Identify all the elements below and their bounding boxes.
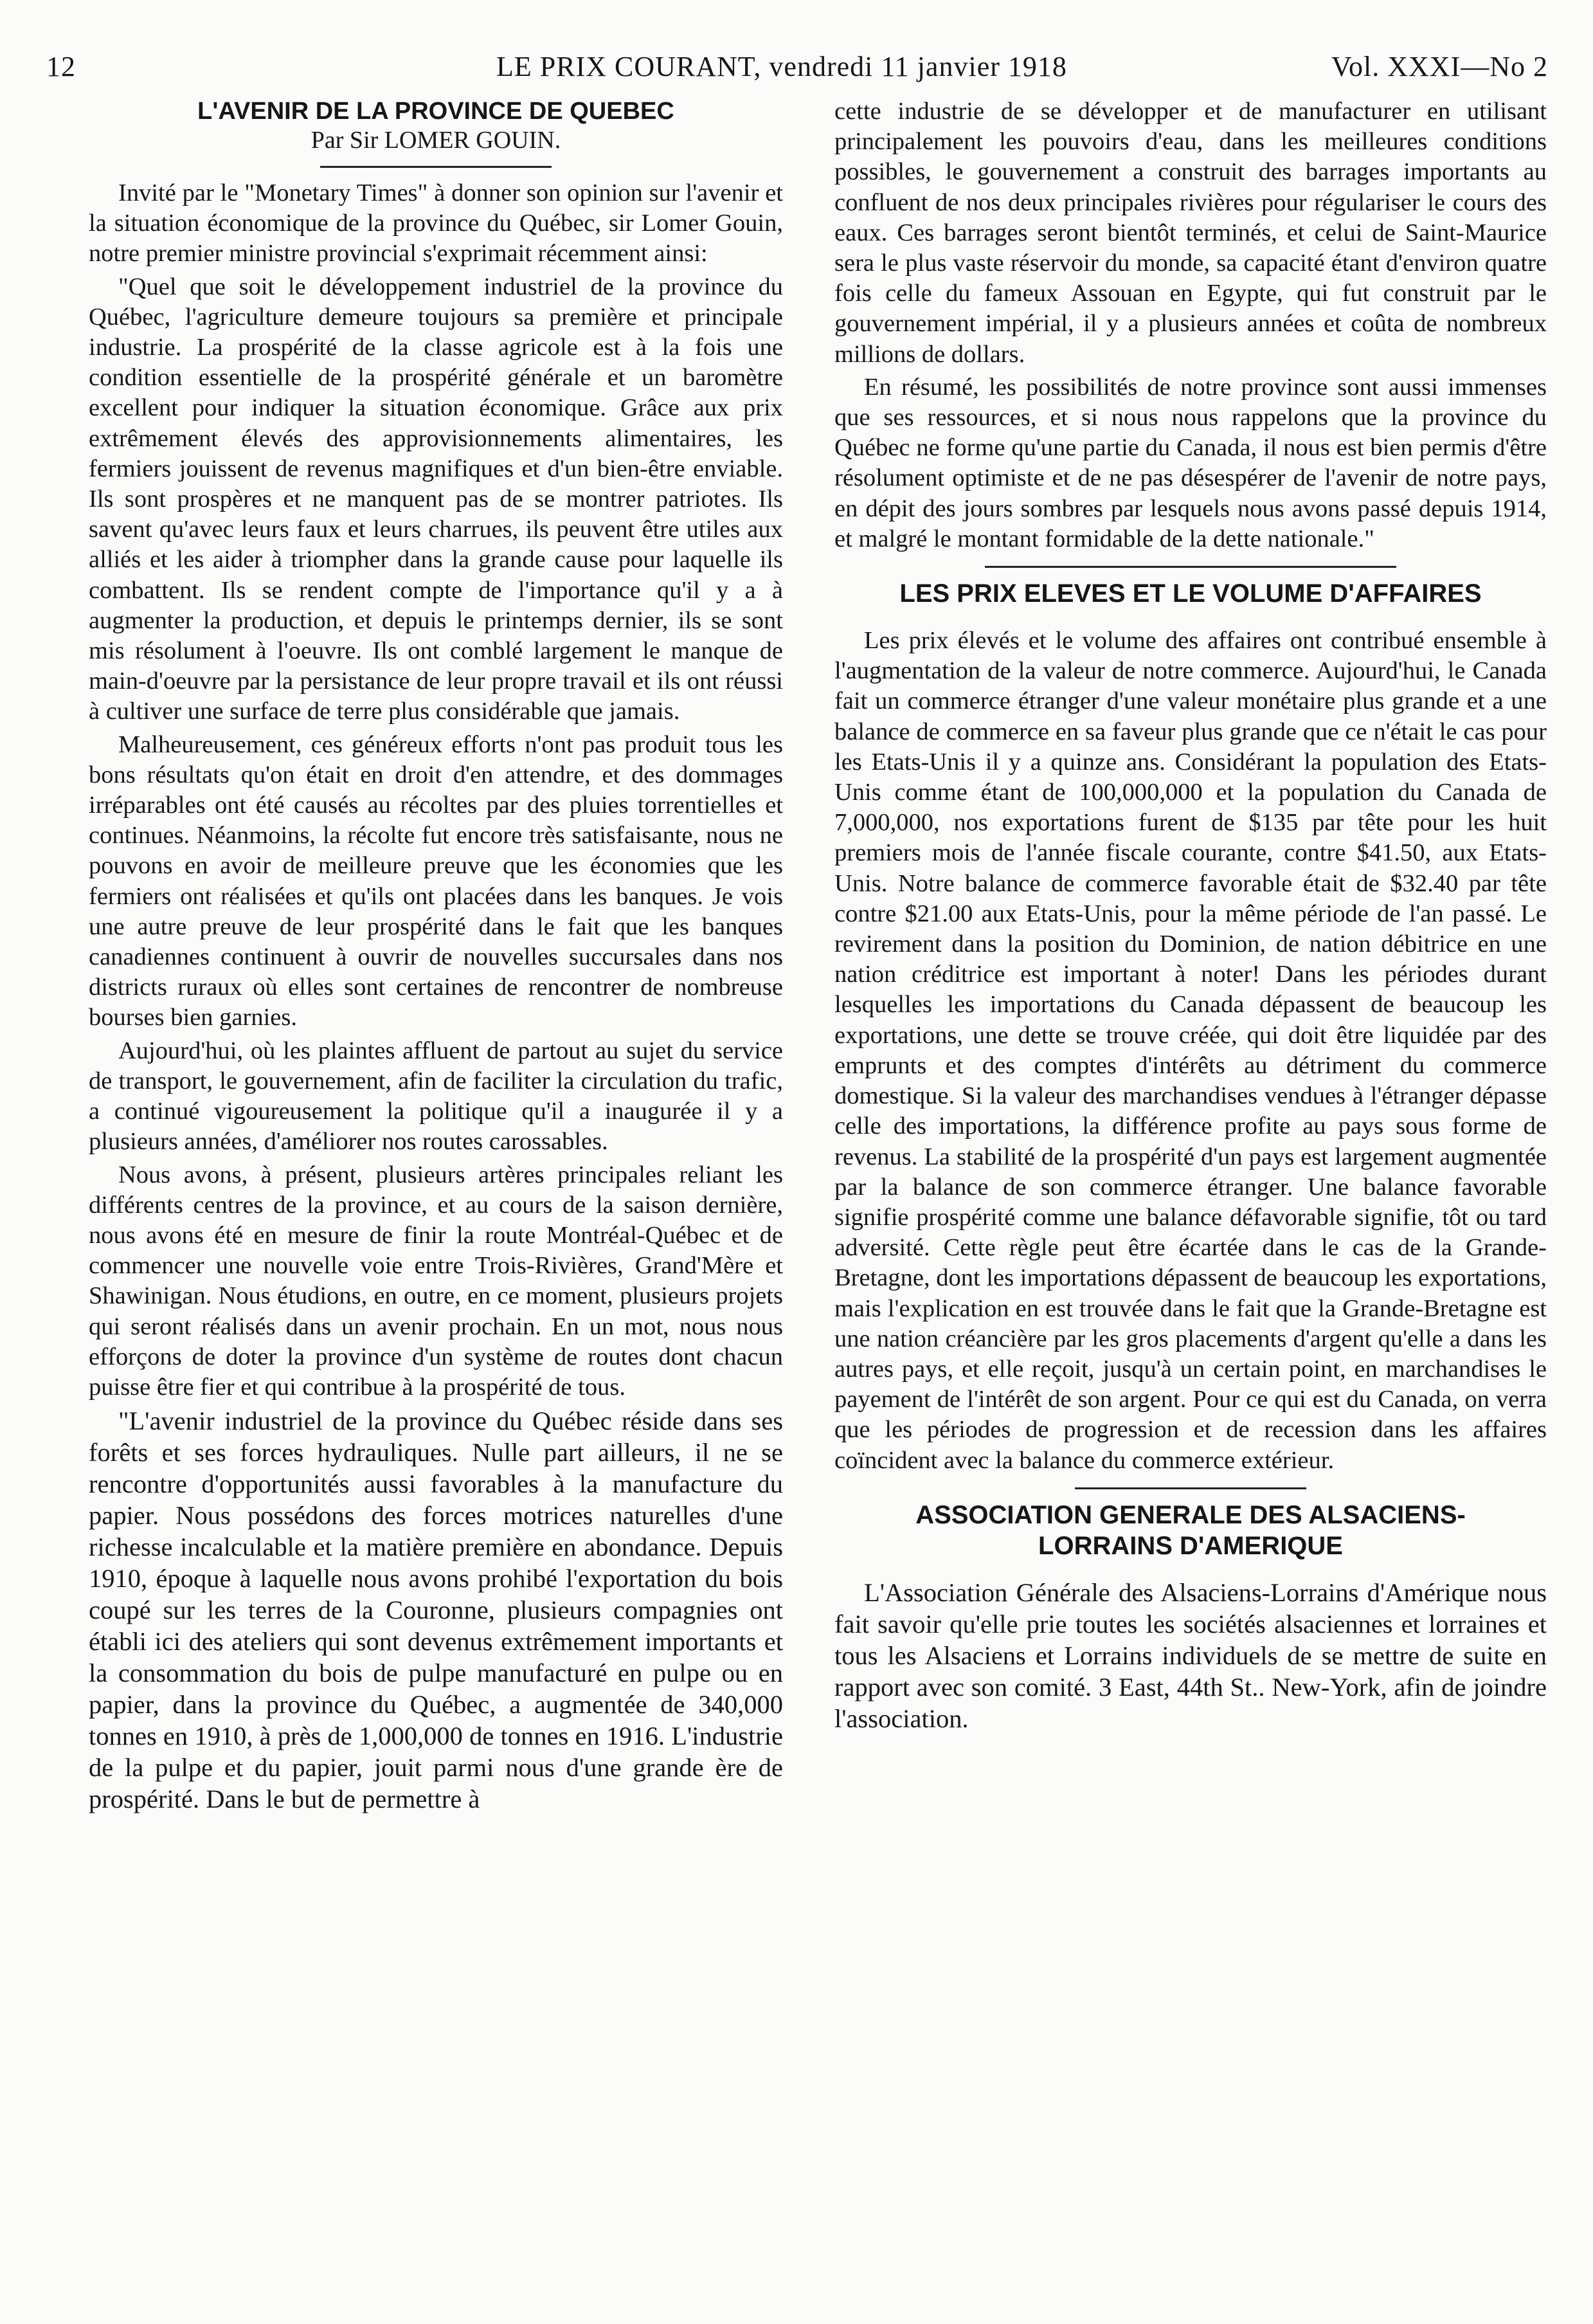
section-divider	[985, 566, 1396, 568]
article-title-line: LORRAINS D'AMERIQUE	[1038, 1531, 1343, 1560]
article-paragraph: Les prix élevés et le volume des affaires ont contribué ensemble à l'augmentation de la valeur de notre commerce. Aujourd'hui, le Canada fait un commerce étranger d'une valeur monétaire plus grande et a une balance de commerce en sa faveur plus grande que ce n'était le cas pour les Etats-Unis il y a quinze ans. Considérant la population des Etats-Unis comme étant de 100,000,000 et la population du Canada de 7,000,000, nos exportations furent de $135 par tête pour les huit premiers mois de l'année fiscale courante, contre $41.50, aux Etats-Unis. Notre balance de commerce favorable était de $32.40 par tête contre $21.00 aux Etats-Unis, pour la même période de l'an passé. Le revirement dans la position du Dominion, de nation débitrice en une nation créditrice est important à noter! Dans les périodes durant lesquelles les importations du Canada dépassent de beaucoup les exportations, une dette se trouve créée, qui doit être liquidée par des emprunts et des comptes d'intérêts au détriment du commerce domestique. Si la valeur des marchandises vendues à l'étranger dépasse celle des importations, la différence profite au pays sous forme de revenus. La stabilité de la prospérité d'un pays est largement augmentée par la balance de son commerce étranger. Une balance favorable signifie prospérité comme une balance défavorable signifie, tôt ou tard adversité. Cette règle peut être écartée dans le cas de la Grande-Bretagne, dont les importations dépassent de beaucoup les exportations, mais l'explication en est trouvée dans le fait que la Grande-Bretagne est une nation créancière par les gros placements d'argent qu'elle a dans les autres pays, et elle reçoit, jusqu'à un certain point, en marchandises le payement de l'intérêt de son argent. Pour ce qui est du Canada, on verra que les périodes de progression et de recession dans les affaires coïncident avec la balance du commerce extérieur.	[834, 627, 1547, 1474]
article-title-line: ASSOCIATION GENERALE DES ALSACIENS-	[915, 1500, 1466, 1529]
article-paragraph: Aujourd'hui, où les plaintes affluent de partout au sujet du service de transport, le gouvernement, afin de faciliter la circulation du trafic, a continué vigoureusement la politique qu'il a inaugurée il y a plusieurs années, d'améliorer nos routes carossables.	[89, 1037, 783, 1156]
left-column	[89, 96, 783, 1815]
page-number: 12	[46, 51, 76, 82]
article-title-prix-eleves: LES PRIX ELEVES ET LE VOLUME D'AFFAIRES	[899, 579, 1482, 608]
article-paragraph: L'Association Générale des Alsaciens-Lorrains d'Amérique nous fait savoir qu'elle prie toutes les sociétés alsaciennes et lorraines et tous les Alsaciens et Lorrains individuels de se mettre de suite en rapport avec son comité. 3 East, 44th St.. New-York, afin de joindre l'association.	[834, 1577, 1547, 1733]
right-column	[834, 96, 1547, 1734]
article-paragraph: "Quel que soit le développement industriel de la province du Québec, l'agriculture demeure toujours sa première et principale industrie. La prospérité de la classe agricole est à la fois une condition essentielle de la prospérité générale et un baromètre excellent pour indiquer la situation économique. Grâce aux prix extrêmement élevés des approvisionnements alimentaires, les fermiers jouissent de revenus magnifiques et d'un bien-être enviable. Ils sont prospères et ne manquent pas de se montrer patriotes. Ils savent qu'avec leurs faux et leurs charrues, ils peuvent être utiles aux alliés et les aider à triompher dans la grande cause pour laquelle ils combattent. Ils se rendent compte de l'importance qu'il y a à augmenter la production, et depuis le printemps dernier, ils se sont mis résolument à l'oeuvre. Ils ont comblé largement le manque de main-d'oeuvre par la persistance de leur propre travail et ils ont réussi à cultiver une surface de terre plus considérable que jamais.	[89, 273, 783, 725]
article-paragraph-continued: En résumé, les possibilités de notre province sont aussi immenses que ses ressources, et si nous nous rappelons que la province du Québec ne forme qu'une partie du Canada, il nous est bien permis d'être résolument optimiste et de ne pas désespérer de l'avenir de notre pays, en dépit des jours sombres par lesquels nous avons passé depuis 1914, et malgré le montant formidable de la dette nationale."	[834, 373, 1547, 552]
article-paragraph: Nous avons, à présent, plusieurs artères principales reliant les différents centres de la province, et au cours de la saison dernière, nous avons été en mesure de finir la route Montréal-Québec et de commencer une nouvelle voie entre Trois-Rivières, Grand'Mère et Shawinigan. Nous étudions, en outre, en ce moment, plusieurs projets qui seront réalisés dans un avenir prochain. En un mot, nous nous efforçons de doter la province d'un système de routes dont chacun puisse être fier et qui contribue à la prospérité de tous.	[89, 1161, 783, 1401]
article-title-association-alsaciens	[834, 1500, 1547, 1561]
article-paragraph: Invité par le "Monetary Times" à donner son opinion sur l'avenir et la situation économique de la province du Québec, sir Lomer Gouin, notre premier ministre provincial s'exprimait récemment ainsi:	[89, 179, 783, 268]
article-paragraph: "L'avenir industriel de la province du Québec réside dans ses forêts et ses forces hydrauliques. Nulle part ailleurs, il ne se rencontre d'opportunités aussi favorables à la manufacture du papier. Nous possédons des forces motrices naturelles d'une richesse incalculable et la matière première en abondance. Depuis 1910, époque à laquelle nous avons prohibé l'exportation du bois coupé sur les terres de la Couronne, plusieurs compagnies ont établi ici des ateliers qui sont devenus extrêmement importants et la consommation du bois de pulpe manufacturé en pulpe ou en papier, dans la province du Québec, a augmentée de 340,000 tonnes en 1910, à près de 1,000,000 de tonnes en 1916. L'industrie de la pulpe et du papier, jouit parmi nous d'une grande ère de prospérité. Dans le but de permettre à	[89, 1406, 783, 1814]
article-byline: Par Sir LOMER GOUIN.	[310, 127, 561, 154]
running-header	[46, 50, 1548, 90]
article-paragraph: Malheureusement, ces généreux efforts n'ont pas produit tous les bons résultats qu'on était en droit d'en attendre, et des dommages irréparables ont été causés au récoltes par des pluies torrentielles et continues. Néanmoins, la récolte fut encore très satisfaisante, nous ne pouvons en avoir de meilleure preuve que les économies que les fermiers ont réalisées et qu'ils ont placées dans les banques. Je vois une autre preuve de leur prospérité dans le fait que les banques canadiennes continuent à ouvrir de nouvelles succursales dans nos districts ruraux où elles sont certaines de rencontrer de nombreuse bourses bien garnies.	[89, 731, 783, 1031]
volume-number: Vol. XXXI—No 2	[1331, 51, 1548, 82]
title-divider	[320, 166, 552, 168]
publication-dateline: LE PRIX COURANT, vendredi 11 janvier 1918	[496, 51, 1067, 82]
article-title-avenir-quebec: L'AVENIR DE LA PROVINCE DE QUEBEC	[197, 98, 674, 125]
article-paragraph-continued: cette industrie de se développer et de manufacturer en utilisant principalement les pouvoirs d'eau, dans les meilleures conditions possibles, le gouvernement a construit des barrages importants au confluent de nos deux principales rivières pour régulariser le cours des eaux. Ces barrages seront bientôt terminés, et celui de Saint-Maurice sera le plus vaste réservoir du monde, sa capacité étant d'environ quatre fois celle du fameux Assouan en Egypte, qui fut construit par le gouvernement impérial, il y a plusieurs années et coûta de nombreux millions de dollars.	[834, 98, 1547, 368]
section-divider	[1075, 1487, 1306, 1489]
